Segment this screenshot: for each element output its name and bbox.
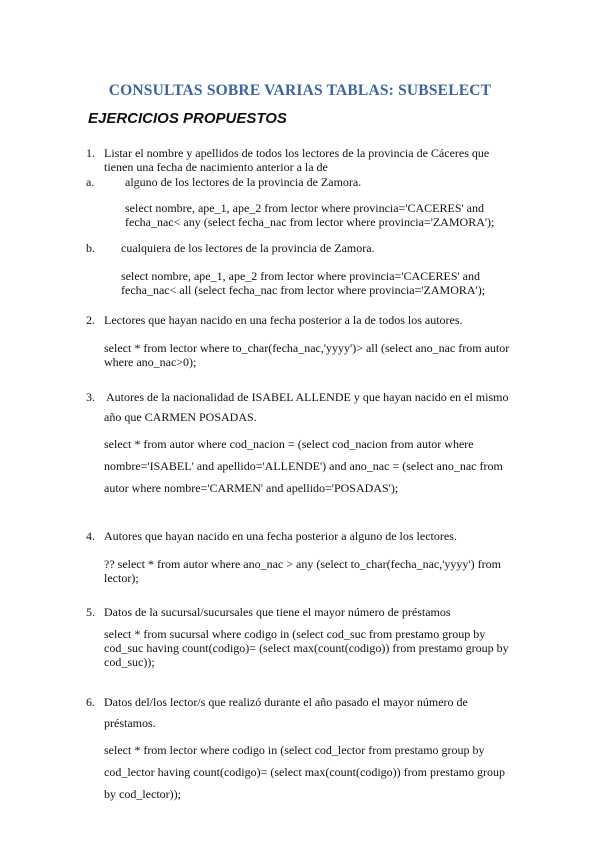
ex1a-sql-line2: fecha_nac< any (select fecha_nac from lector where provincia='ZAMORA'); (125, 215, 495, 229)
ex1b-sql-line1: select nombre, ape_1, ape_2 from lector where provincia='CACERES' and (121, 269, 480, 283)
ex5-sql-line2: cod_suc having count(codigo)= (select max(count(codigo)) from prestamo group by (104, 641, 509, 655)
ex4-text: Autores que hayan nacido en una fecha posterior a alguno de los lectores. (104, 529, 457, 543)
ex5-text: Datos de la sucursal/sucursales que tiene el mayor número de préstamos (104, 605, 451, 619)
ex1a-text: alguno de los lectores de la provincia de Zamora. (125, 175, 362, 189)
ex2-number: 2. (86, 313, 95, 327)
ex1-number: 1. (86, 146, 95, 160)
ex4-sql-line2: lector); (104, 571, 139, 585)
ex2-sql-line2: where ano_nac>0); (104, 355, 197, 369)
ex1b-label: b. (86, 241, 95, 255)
ex1-text-line2: tienen una fecha de nacimiento anterior a la de (104, 160, 328, 174)
ex1a-sql-line1: select nombre, ape_1, ape_2 from lector where provincia='CACERES' and (125, 201, 484, 215)
ex3-number: 3. (86, 390, 95, 404)
ex1b-sql-line2: fecha_nac< all (select fecha_nac from lector where provincia='ZAMORA'); (121, 283, 486, 297)
ex3-sql-line1: select * from autor where cod_nacion = (select cod_nacion from autor where (104, 437, 474, 451)
ex2-sql-line1: select * from lector where to_char(fecha_nac,'yyyy')> all (select ano_nac from autor (104, 341, 510, 355)
ex3-text-line1: Autores de la nacionalidad de ISABEL ALLENDE y que hayan nacido en el mismo (106, 390, 509, 404)
ex6-text-line2: préstamos. (104, 716, 156, 730)
ex6-sql-line1: select * from lector where codigo in (select cod_lector from prestamo group by (104, 743, 485, 757)
section-heading: EJERCICIOS PROPUESTOS (88, 110, 287, 127)
ex4-sql-line1: ?? select * from autor where ano_nac > any (select to_char(fecha_nac,'yyyy') from (104, 557, 501, 571)
ex1-text-line1: Listar el nombre y apellidos de todos los lectores de la provincia de Cáceres que (104, 146, 490, 160)
ex6-sql-line2: cod_lector having count(codigo)= (select max(count(codigo)) from prestamo group (104, 765, 505, 779)
ex5-number: 5. (86, 605, 95, 619)
ex4-number: 4. (86, 529, 95, 543)
ex3-text-line2: año que CARMEN POSADAS. (104, 410, 257, 424)
ex3-sql-line3: autor where nombre='CARMEN' and apellido='POSADAS'); (104, 481, 399, 495)
ex1a-label: a. (86, 175, 95, 189)
ex6-number: 6. (86, 695, 95, 709)
ex6-sql-line3: by cod_lector)); (104, 787, 181, 801)
ex5-sql-line1: select * from sucursal where codigo in (select cod_suc from prestamo group by (104, 627, 486, 641)
ex5-sql-line3: cod_suc)); (104, 655, 155, 669)
ex3-sql-line2: nombre='ISABEL' and apellido='ALLENDE') and ano_nac = (select ano_nac from (104, 459, 503, 473)
page-title: CONSULTAS SOBRE VARIAS TABLAS: SUBSELECT (108, 82, 492, 99)
ex6-text-line1: Datos del/los lector/s que realizó durante el año pasado el mayor número de (104, 695, 468, 709)
ex1b-text: cualquiera de los lectores de la provincia de Zamora. (121, 241, 375, 255)
ex2-text: Lectores que hayan nacido en una fecha posterior a la de todos los autores. (104, 313, 463, 327)
